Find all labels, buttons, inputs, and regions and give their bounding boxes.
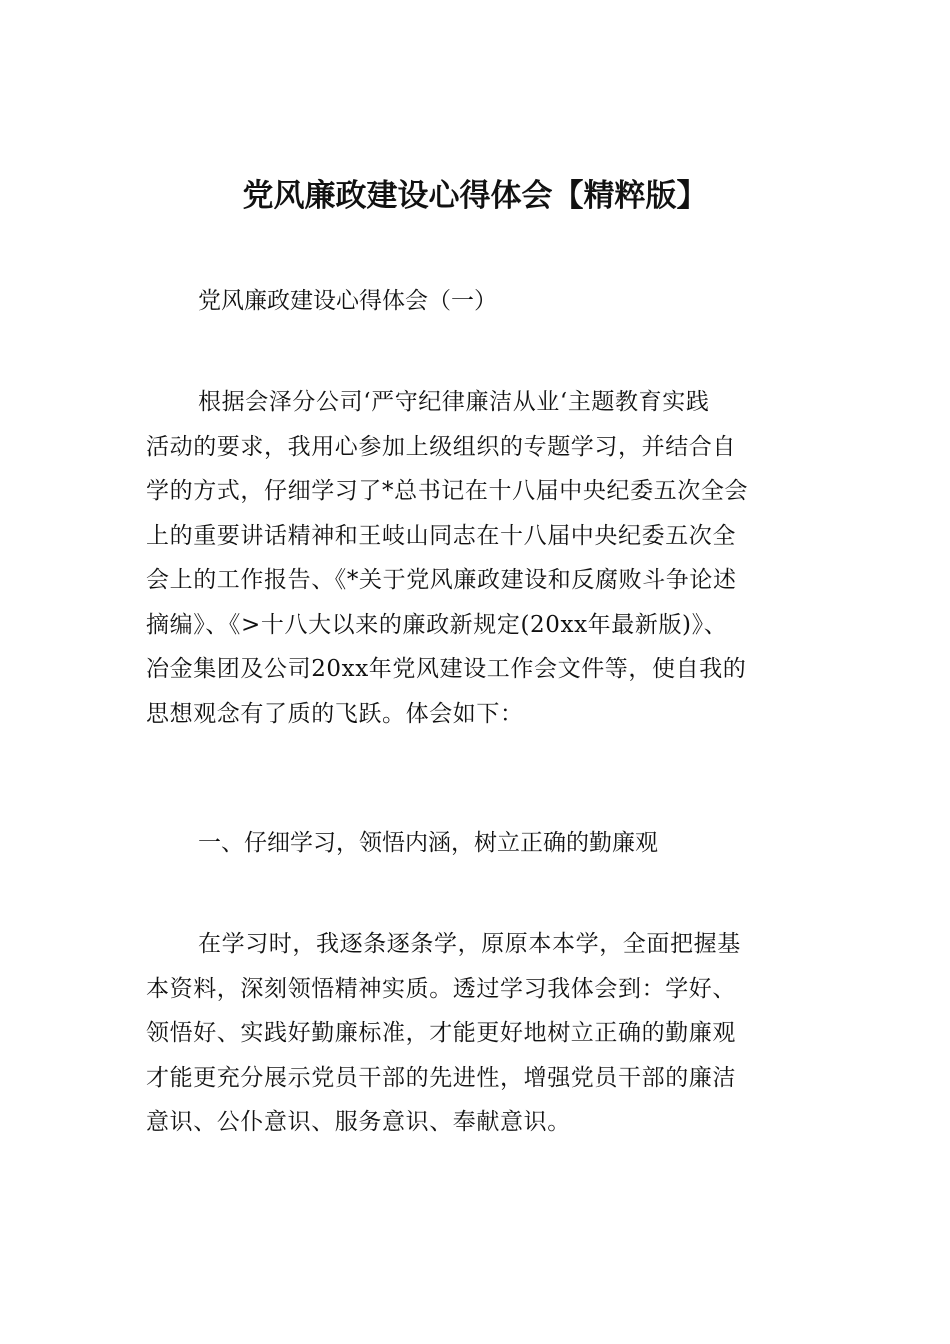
document-title: 党风廉政建设心得体会【精粹版】 xyxy=(242,178,708,214)
paragraph-line: 本资料，深刻领悟精神实质。透过学习我体会到：学好、 xyxy=(146,975,736,1002)
paragraph-line: 会上的工作报告、《*关于党风廉政建设和反腐败斗争论述 xyxy=(146,567,737,593)
paragraph-line: 才能更充分展示党员干部的先进性，增强党员干部的廉洁 xyxy=(146,1064,736,1091)
section-heading: 一、仔细学习，领悟内涵，树立正确的勤廉观 xyxy=(198,830,658,856)
paragraph-line: 根据会泽分公司‘严守纪律廉洁从业‘主题教育实践 xyxy=(198,389,710,415)
body-paragraph-1 xyxy=(146,380,806,736)
paragraph-line: 领悟好、实践好勤廉标准，才能更好地树立正确的勤廉观 xyxy=(146,1020,736,1046)
article-subheading: 党风廉政建设心得体会（一） xyxy=(198,288,497,314)
paragraph-line: 摘编》、《>十八大以来的廉政新规定(20xx年最新版)》、 xyxy=(146,611,728,638)
paragraph-line: 冶金集团及公司20xx年党风建设工作会文件等，使自我的 xyxy=(146,656,747,682)
body-paragraph-2 xyxy=(146,922,806,1145)
paragraph-line: 思想观念有了质的飞跃。体会如下： xyxy=(146,700,524,727)
paragraph-line: 学的方式，仔细学习了*总书记在十八届中央纪委五次全会 xyxy=(146,478,749,504)
paragraph-line: 意识、公仆意识、服务意识、奉献意识。 xyxy=(146,1109,571,1135)
paragraph-line: 活动的要求，我用心参加上级组织的专题学习，并结合自 xyxy=(146,433,736,460)
paragraph-line: 在学习时，我逐条逐条学，原原本本学，全面把握基 xyxy=(198,931,741,957)
paragraph-line: 上的重要讲话精神和王岐山同志在十八届中央纪委五次全 xyxy=(146,522,736,549)
